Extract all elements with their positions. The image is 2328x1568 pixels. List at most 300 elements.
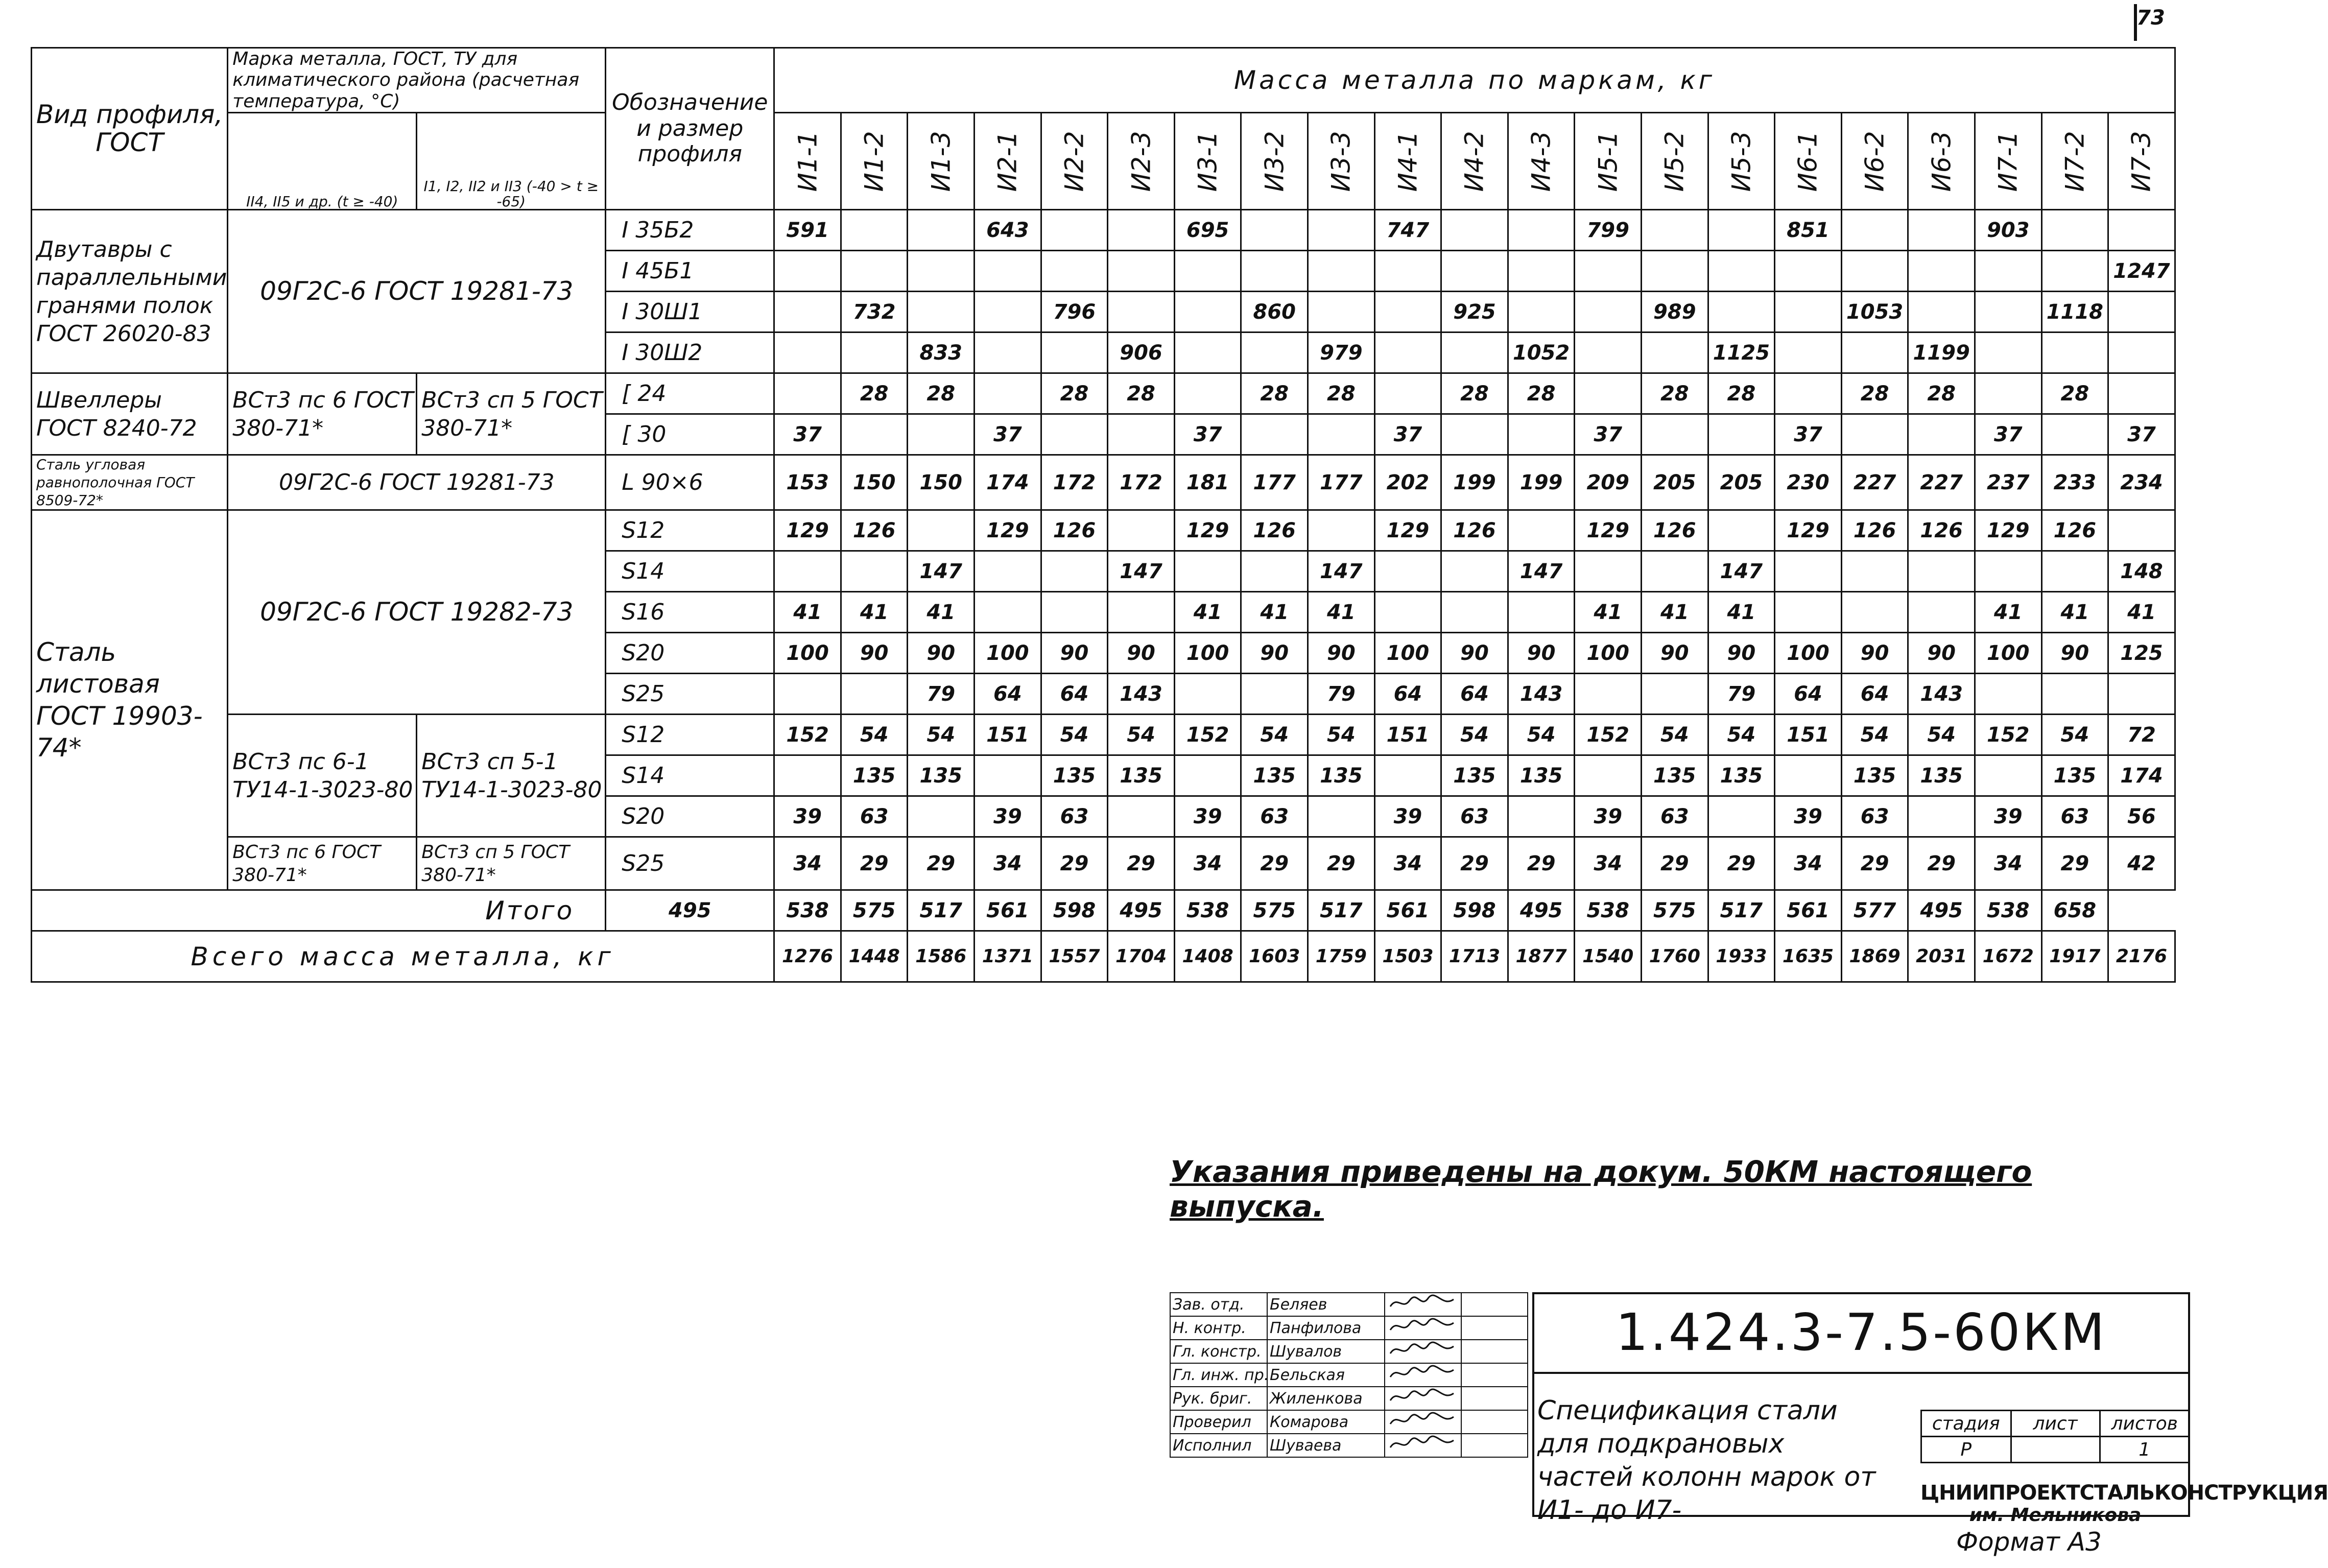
mass-cell: 796 bbox=[1041, 292, 1108, 332]
mark-header bbox=[2041, 113, 2108, 210]
grand-total-cell: 1586 bbox=[908, 931, 975, 982]
mass-cell: 54 bbox=[1041, 715, 1108, 755]
date-cell bbox=[1461, 1340, 1528, 1363]
grand-total-cell: 1933 bbox=[1708, 931, 1775, 982]
total-cell: 561 bbox=[1374, 890, 1441, 931]
mark-header bbox=[908, 113, 975, 210]
mass-cell bbox=[1908, 592, 1975, 633]
mass-cell bbox=[1975, 755, 2041, 796]
mass-cell: 37 bbox=[1374, 414, 1441, 455]
mark-label: И6-3 bbox=[1927, 131, 1957, 192]
sheet-value bbox=[2011, 1437, 2100, 1463]
mass-cell bbox=[1975, 674, 2041, 715]
mass-cell: 143 bbox=[1908, 674, 1975, 715]
mass-cell: 41 bbox=[1241, 592, 1308, 633]
group-sheet-grade-2b: ВСт3 сп 5-1 ТУ14-1-3023-80 bbox=[417, 715, 606, 837]
mass-cell: 903 bbox=[1975, 210, 2041, 251]
mass-cell: 63 bbox=[1441, 796, 1508, 837]
mass-cell: 129 bbox=[1174, 510, 1241, 551]
mark-header bbox=[1308, 113, 1375, 210]
signer-name: Беляев bbox=[1267, 1293, 1385, 1316]
mass-cell: 135 bbox=[1908, 755, 1975, 796]
mass-cell: 28 bbox=[841, 373, 908, 414]
mass-cell: 172 bbox=[1108, 455, 1175, 510]
mass-cell bbox=[1241, 210, 1308, 251]
mass-cell: 90 bbox=[1241, 633, 1308, 674]
mark-label: И2-1 bbox=[992, 131, 1023, 192]
mass-cell bbox=[1308, 414, 1375, 455]
totals-label: Итого bbox=[32, 890, 606, 931]
mass-cell bbox=[1508, 592, 1575, 633]
grand-total-cell: 1759 bbox=[1308, 931, 1375, 982]
mass-cell bbox=[1374, 332, 1441, 373]
mass-cell bbox=[1975, 251, 2041, 292]
mass-cell: 135 bbox=[1841, 755, 1908, 796]
mass-cell: 64 bbox=[1374, 674, 1441, 715]
mass-cell: 64 bbox=[975, 674, 1041, 715]
mass-cell: 39 bbox=[1174, 796, 1241, 837]
signature-icon bbox=[1385, 1316, 1461, 1340]
mass-cell bbox=[1642, 414, 1708, 455]
signer-name: Жиленкова bbox=[1267, 1387, 1385, 1410]
profile-designation: [ 24 bbox=[606, 373, 774, 414]
grand-total-cell: 1760 bbox=[1642, 931, 1708, 982]
mass-cell: 126 bbox=[1041, 510, 1108, 551]
grand-total-cell: 1672 bbox=[1975, 931, 2041, 982]
mass-cell: 135 bbox=[1441, 755, 1508, 796]
table-row bbox=[32, 510, 2175, 551]
mass-cell bbox=[1374, 292, 1441, 332]
note-text: Указания приведены на докум. 50КМ настоящего выпуска. bbox=[1170, 1154, 2032, 1224]
mass-cell: 41 bbox=[2108, 592, 2175, 633]
mass-cell: 1247 bbox=[2108, 251, 2175, 292]
date-cell bbox=[1461, 1293, 1528, 1316]
mass-cell: 37 bbox=[975, 414, 1041, 455]
mass-cell: 205 bbox=[1708, 455, 1775, 510]
mass-cell: 41 bbox=[1975, 592, 2041, 633]
mark-header bbox=[841, 113, 908, 210]
mass-cell bbox=[774, 251, 841, 292]
mass-cell: 72 bbox=[2108, 715, 2175, 755]
signer-role: Гл. инж. пр. bbox=[1170, 1363, 1267, 1387]
mass-cell bbox=[1041, 592, 1108, 633]
mass-cell: 63 bbox=[1241, 796, 1308, 837]
profile-designation: S12 bbox=[606, 510, 774, 551]
sheet-label: лист bbox=[2011, 1411, 2100, 1437]
grand-total-cell: 2176 bbox=[2108, 931, 2175, 982]
mass-cell bbox=[1441, 551, 1508, 592]
mass-cell: 174 bbox=[975, 455, 1041, 510]
mark-label: И1-2 bbox=[859, 131, 889, 192]
signature-table bbox=[1170, 1292, 1528, 1458]
mass-cell bbox=[1374, 551, 1441, 592]
mass-cell: 28 bbox=[1908, 373, 1975, 414]
mass-cell bbox=[1508, 414, 1575, 455]
signer-row bbox=[1170, 1410, 1528, 1434]
total-cell: 517 bbox=[1308, 890, 1375, 931]
mass-cell: 54 bbox=[841, 715, 908, 755]
mass-cell: 227 bbox=[1908, 455, 1975, 510]
header-designation: Обозначение и размер профиля bbox=[606, 48, 774, 210]
mark-label: И1-3 bbox=[926, 131, 956, 192]
mass-cell bbox=[2108, 332, 2175, 373]
mass-cell: 979 bbox=[1308, 332, 1375, 373]
date-cell bbox=[1461, 1434, 1528, 1457]
title-block bbox=[1170, 1292, 2328, 1526]
group-sheet: Сталь листовая ГОСТ 19903-74* bbox=[32, 510, 228, 890]
mass-cell bbox=[1642, 332, 1708, 373]
mass-cell: 54 bbox=[1441, 715, 1508, 755]
date-cell bbox=[1461, 1387, 1528, 1410]
profile-designation: S14 bbox=[606, 551, 774, 592]
mass-cell bbox=[1508, 210, 1575, 251]
mass-cell bbox=[2041, 332, 2108, 373]
group-angle-grade: 09Г2С-6 ГОСТ 19281-73 bbox=[228, 455, 606, 510]
mass-cell: 205 bbox=[1642, 455, 1708, 510]
grand-total-cell: 1917 bbox=[2041, 931, 2108, 982]
mass-cell bbox=[841, 210, 908, 251]
mass-cell: 181 bbox=[1174, 455, 1241, 510]
mass-cell bbox=[1975, 292, 2041, 332]
profile-designation: S20 bbox=[606, 796, 774, 837]
mark-label: И1-1 bbox=[793, 131, 823, 192]
total-cell: 538 bbox=[774, 890, 841, 931]
mass-cell: 90 bbox=[1642, 633, 1708, 674]
mass-cell: 41 bbox=[2041, 592, 2108, 633]
mass-cell bbox=[1841, 210, 1908, 251]
total-cell: 495 bbox=[1508, 890, 1575, 931]
header-profile-type: Вид профиля, ГОСТ bbox=[32, 48, 228, 210]
mass-cell bbox=[1775, 251, 1842, 292]
mass-cell bbox=[1108, 292, 1175, 332]
mass-cell bbox=[1975, 373, 2041, 414]
mass-cell bbox=[1174, 551, 1241, 592]
profile-designation: S25 bbox=[606, 674, 774, 715]
total-cell: 495 bbox=[1108, 890, 1175, 931]
mass-cell: 799 bbox=[1575, 210, 1642, 251]
mass-cell bbox=[1441, 414, 1508, 455]
mass-cell: 202 bbox=[1374, 455, 1441, 510]
mass-cell: 152 bbox=[1174, 715, 1241, 755]
grand-total-cell: 1869 bbox=[1841, 931, 1908, 982]
mass-cell: 100 bbox=[1975, 633, 2041, 674]
grand-total-cell: 1704 bbox=[1108, 931, 1175, 982]
signature-icon bbox=[1385, 1434, 1461, 1457]
mass-cell: 79 bbox=[908, 674, 975, 715]
mark-label: И7-1 bbox=[1993, 131, 2023, 192]
mass-cell: 64 bbox=[1441, 674, 1508, 715]
mass-cell bbox=[908, 510, 975, 551]
mass-cell bbox=[1575, 251, 1642, 292]
mass-cell: 925 bbox=[1441, 292, 1508, 332]
mass-cell: 126 bbox=[1908, 510, 1975, 551]
mark-label: И4-2 bbox=[1460, 131, 1490, 192]
signer-role: Гл. констр. bbox=[1170, 1340, 1267, 1363]
signature-icon bbox=[1385, 1410, 1461, 1434]
mass-cell: 64 bbox=[1841, 674, 1908, 715]
mass-cell: 34 bbox=[1374, 837, 1441, 890]
signer-row bbox=[1170, 1387, 1528, 1410]
mass-cell: 90 bbox=[908, 633, 975, 674]
mass-cell bbox=[1174, 373, 1241, 414]
mass-cell bbox=[1575, 292, 1642, 332]
total-cell: 538 bbox=[1575, 890, 1642, 931]
mass-cell bbox=[1642, 674, 1708, 715]
signer-role: Н. контр. bbox=[1170, 1316, 1267, 1340]
mass-cell: 177 bbox=[1308, 455, 1375, 510]
mass-cell: 29 bbox=[1508, 837, 1575, 890]
table-row bbox=[32, 455, 2175, 510]
mass-cell: 42 bbox=[2108, 837, 2175, 890]
mass-cell: 100 bbox=[975, 633, 1041, 674]
mark-header bbox=[1841, 113, 1908, 210]
mass-cell: 29 bbox=[1241, 837, 1308, 890]
grand-total-cell: 1635 bbox=[1775, 931, 1842, 982]
group-sheet-grade-1: 09Г2С-6 ГОСТ 19282-73 bbox=[228, 510, 606, 715]
mark-header bbox=[1642, 113, 1708, 210]
mass-cell bbox=[1374, 251, 1441, 292]
mark-label: И6-1 bbox=[1793, 131, 1823, 192]
mass-cell: 135 bbox=[1308, 755, 1375, 796]
mass-cell bbox=[1708, 292, 1775, 332]
mark-header bbox=[2108, 113, 2175, 210]
mass-cell bbox=[1108, 251, 1175, 292]
mass-cell: 747 bbox=[1374, 210, 1441, 251]
signer-row bbox=[1170, 1316, 1528, 1340]
table-row bbox=[32, 210, 2175, 251]
total-cell: 658 bbox=[2041, 890, 2108, 931]
mass-cell: 90 bbox=[1041, 633, 1108, 674]
mass-cell: 39 bbox=[1775, 796, 1842, 837]
organization-name: ЦНИИПРОЕКТСТАЛЬКОНСТРУКЦИЯ bbox=[1920, 1481, 2328, 1505]
mass-cell bbox=[841, 332, 908, 373]
mass-cell bbox=[1908, 551, 1975, 592]
grand-total-cell: 1276 bbox=[774, 931, 841, 982]
mark-header bbox=[1575, 113, 1642, 210]
mass-cell bbox=[1308, 251, 1375, 292]
mass-cell: 126 bbox=[2041, 510, 2108, 551]
organization-subtitle: им. Мельникова bbox=[1969, 1505, 2142, 1526]
mass-cell: 41 bbox=[1708, 592, 1775, 633]
mass-cell bbox=[2108, 510, 2175, 551]
mass-cell: 100 bbox=[1775, 633, 1842, 674]
signer-role: Рук. бриг. bbox=[1170, 1387, 1267, 1410]
mass-cell: 1053 bbox=[1841, 292, 1908, 332]
mark-header bbox=[1174, 113, 1241, 210]
mass-cell: 54 bbox=[1308, 715, 1375, 755]
mass-cell bbox=[908, 251, 975, 292]
mass-cell: 63 bbox=[1841, 796, 1908, 837]
mass-cell: 34 bbox=[1174, 837, 1241, 890]
mass-cell: 129 bbox=[1775, 510, 1842, 551]
mark-label: И7-3 bbox=[2126, 131, 2156, 192]
header-mass-title: Масса металла по маркам, кг bbox=[774, 48, 2175, 113]
mass-cell bbox=[1308, 210, 1375, 251]
mass-cell: 148 bbox=[2108, 551, 2175, 592]
mass-cell bbox=[1508, 796, 1575, 837]
mass-cell bbox=[1841, 551, 1908, 592]
mass-cell bbox=[1241, 251, 1308, 292]
mark-label: И4-3 bbox=[1526, 131, 1556, 192]
mass-cell bbox=[1908, 796, 1975, 837]
mass-cell: 29 bbox=[1308, 837, 1375, 890]
mass-cell bbox=[1308, 292, 1375, 332]
organization bbox=[1920, 1481, 2328, 1526]
date-cell bbox=[1461, 1410, 1528, 1434]
mark-label: И6-2 bbox=[1860, 131, 1890, 192]
mass-cell: 41 bbox=[1575, 592, 1642, 633]
group-channels-grade-a: ВСт3 пс 6 ГОСТ 380-71* bbox=[228, 373, 417, 455]
total-cell: 561 bbox=[975, 890, 1041, 931]
mass-cell bbox=[1108, 210, 1175, 251]
total-cell: 577 bbox=[1841, 890, 1908, 931]
mass-cell bbox=[2108, 210, 2175, 251]
mass-cell: 151 bbox=[1374, 715, 1441, 755]
mass-cell bbox=[1975, 332, 2041, 373]
mass-cell: 54 bbox=[1708, 715, 1775, 755]
total-cell: 598 bbox=[1041, 890, 1108, 931]
mass-cell: 41 bbox=[774, 592, 841, 633]
mass-cell: 90 bbox=[1908, 633, 1975, 674]
mass-cell bbox=[1041, 210, 1108, 251]
table-row bbox=[32, 715, 2175, 755]
totals-row bbox=[32, 890, 2175, 931]
mass-cell: 1118 bbox=[2041, 292, 2108, 332]
total-cell: 575 bbox=[841, 890, 908, 931]
mark-label: И7-2 bbox=[2060, 131, 2090, 192]
mass-cell: 54 bbox=[1108, 715, 1175, 755]
mass-cell: 695 bbox=[1174, 210, 1241, 251]
mass-cell bbox=[1642, 251, 1708, 292]
mass-cell: 34 bbox=[774, 837, 841, 890]
mass-cell bbox=[774, 292, 841, 332]
mark-label: И2-3 bbox=[1126, 131, 1156, 192]
mass-cell bbox=[841, 551, 908, 592]
mass-cell: 237 bbox=[1975, 455, 2041, 510]
mark-header bbox=[1775, 113, 1842, 210]
mass-cell bbox=[1708, 251, 1775, 292]
mass-cell bbox=[774, 332, 841, 373]
mass-cell bbox=[975, 251, 1041, 292]
mass-cell: 135 bbox=[1108, 755, 1175, 796]
group-channels: Швеллеры ГОСТ 8240-72 bbox=[32, 373, 228, 455]
mass-cell: 39 bbox=[1975, 796, 2041, 837]
grand-total-cell: 2031 bbox=[1908, 931, 1975, 982]
mass-cell: 90 bbox=[1441, 633, 1508, 674]
signer-row bbox=[1170, 1293, 1528, 1316]
mass-cell: 37 bbox=[1575, 414, 1642, 455]
mass-cell: 129 bbox=[774, 510, 841, 551]
mass-cell bbox=[841, 251, 908, 292]
profile-designation: I 30Ш2 bbox=[606, 332, 774, 373]
mass-cell bbox=[1174, 292, 1241, 332]
mass-cell: 135 bbox=[1041, 755, 1108, 796]
mass-cell bbox=[908, 210, 975, 251]
mass-cell bbox=[774, 674, 841, 715]
mass-cell bbox=[975, 551, 1041, 592]
mass-cell: 29 bbox=[1441, 837, 1508, 890]
mass-cell: 591 bbox=[774, 210, 841, 251]
mass-cell: 143 bbox=[1108, 674, 1175, 715]
mass-cell: 135 bbox=[1708, 755, 1775, 796]
mass-cell bbox=[1374, 373, 1441, 414]
header-grade-col-a: II4, II5 и др. (t ≥ -40) bbox=[228, 113, 417, 210]
grand-total-cell: 1557 bbox=[1041, 931, 1108, 982]
mass-cell: 126 bbox=[1241, 510, 1308, 551]
mass-cell bbox=[1174, 332, 1241, 373]
mass-cell bbox=[1241, 414, 1308, 455]
mass-cell: 39 bbox=[774, 796, 841, 837]
grand-total-cell: 1503 bbox=[1374, 931, 1441, 982]
mass-cell bbox=[2041, 210, 2108, 251]
mass-cell bbox=[2041, 674, 2108, 715]
mass-cell: 41 bbox=[1308, 592, 1375, 633]
mass-cell: 150 bbox=[908, 455, 975, 510]
mass-cell: 28 bbox=[1041, 373, 1108, 414]
mass-cell bbox=[774, 373, 841, 414]
mass-cell bbox=[841, 414, 908, 455]
stage-label: стадия bbox=[1921, 1411, 2011, 1437]
mass-cell: 28 bbox=[1642, 373, 1708, 414]
profile-designation: S16 bbox=[606, 592, 774, 633]
mass-cell: 37 bbox=[1174, 414, 1241, 455]
mass-cell bbox=[2041, 251, 2108, 292]
mass-cell: 29 bbox=[1642, 837, 1708, 890]
mass-cell: 227 bbox=[1841, 455, 1908, 510]
mass-cell bbox=[975, 755, 1041, 796]
mark-label: И5-2 bbox=[1659, 131, 1690, 192]
mass-cell bbox=[1174, 755, 1241, 796]
mass-cell bbox=[1108, 510, 1175, 551]
mass-cell bbox=[1975, 551, 2041, 592]
mass-cell bbox=[1308, 510, 1375, 551]
mass-cell: 150 bbox=[841, 455, 908, 510]
mass-cell: 126 bbox=[1841, 510, 1908, 551]
mass-cell bbox=[1775, 755, 1842, 796]
mass-cell: 28 bbox=[1108, 373, 1175, 414]
mass-cell: 100 bbox=[774, 633, 841, 674]
mass-cell: 29 bbox=[1841, 837, 1908, 890]
mass-cell: 63 bbox=[1642, 796, 1708, 837]
date-cell bbox=[1461, 1316, 1528, 1340]
mass-cell bbox=[1642, 210, 1708, 251]
profile-designation: I 35Б2 bbox=[606, 210, 774, 251]
signer-row bbox=[1170, 1434, 1528, 1457]
mass-cell bbox=[1908, 251, 1975, 292]
mark-header bbox=[1508, 113, 1575, 210]
mass-cell bbox=[1174, 251, 1241, 292]
grand-total-cell: 1877 bbox=[1508, 931, 1575, 982]
mass-cell bbox=[1041, 551, 1108, 592]
mass-cell: 135 bbox=[1642, 755, 1708, 796]
mass-cell bbox=[1908, 210, 1975, 251]
mass-cell: 129 bbox=[1374, 510, 1441, 551]
mass-cell: 177 bbox=[1241, 455, 1308, 510]
total-cell: 575 bbox=[1241, 890, 1308, 931]
grand-totals-row bbox=[32, 931, 2175, 982]
mark-label: И5-3 bbox=[1726, 131, 1756, 192]
mass-cell bbox=[975, 592, 1041, 633]
mass-cell: 147 bbox=[908, 551, 975, 592]
mass-cell bbox=[1775, 551, 1842, 592]
mass-cell: 29 bbox=[908, 837, 975, 890]
total-cell: 495 bbox=[1908, 890, 1975, 931]
mass-cell: 126 bbox=[1441, 510, 1508, 551]
mass-cell: 1052 bbox=[1508, 332, 1575, 373]
mass-cell: 135 bbox=[841, 755, 908, 796]
mark-header bbox=[1908, 113, 1975, 210]
mass-cell bbox=[1241, 332, 1308, 373]
